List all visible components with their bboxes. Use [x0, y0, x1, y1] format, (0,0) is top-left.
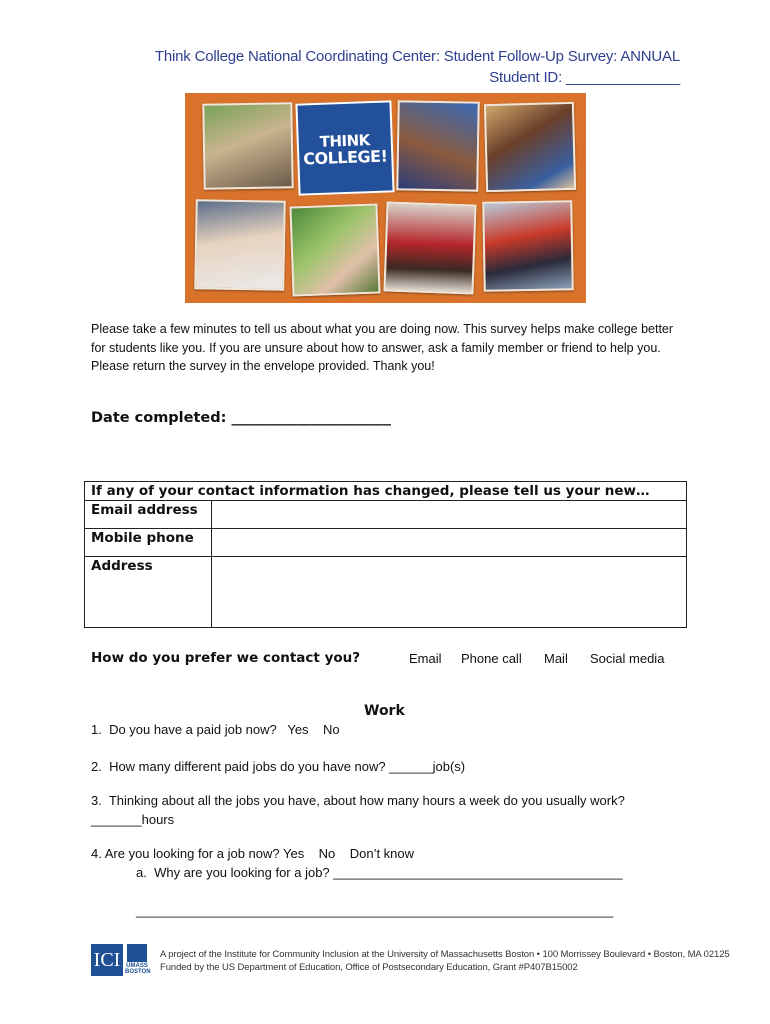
address-field[interactable] — [212, 557, 687, 628]
question-4: 4. Are you looking for a job now? Yes No Don’t know — [91, 846, 415, 861]
umass-label: UMASS BOSTON — [125, 963, 151, 975]
question-4-answer-line: __________________________________________________________________ — [136, 903, 614, 918]
photo-student-glasses — [194, 199, 286, 291]
photo-student-writing — [383, 201, 476, 294]
photo-students-walking — [202, 102, 293, 190]
ici-umass-logo — [91, 944, 151, 978]
question-3: 3. Thinking about all the jobs you have, about how many hours a week do you usually work? — [91, 793, 625, 808]
banner-collage — [185, 93, 586, 303]
footer-funding-line: Funded by the US Department of Education, Office of Postsecondary Education, Grant #P407B15002 — [160, 962, 578, 973]
option-mail[interactable]: Mail — [544, 651, 568, 666]
student-id-field: Student ID: ______________ — [489, 69, 680, 86]
footer-project-line: A project of the Institute for Community Inclusion at the University of Massachusetts Boston • 100 Morrissey Boulevard • Boston, MA 02125 — [160, 949, 730, 960]
question-4a: a. Why are you looking for a job? ________________________________________ — [136, 865, 623, 880]
contact-info-table — [84, 481, 687, 628]
address-label: Address — [85, 557, 212, 628]
question-2: 2. How many different paid jobs do you have now? ______job(s) — [91, 759, 466, 774]
ici-logo: ICI — [91, 944, 123, 976]
email-field[interactable] — [212, 501, 687, 529]
question-1: 1. Do you have a paid job now? Yes No — [91, 722, 340, 737]
logo-line2: COLLEGE! — [303, 146, 388, 169]
work-heading: Work — [364, 703, 405, 719]
think-college-logo — [295, 100, 394, 195]
option-phone-call[interactable]: Phone call — [461, 651, 522, 666]
umass-mark-icon — [127, 944, 147, 962]
contact-preference-question: How do you prefer we contact you? — [91, 650, 361, 666]
option-social-media[interactable]: Social media — [590, 651, 665, 666]
email-label: Email address — [85, 501, 212, 529]
photo-student-climbing — [482, 200, 574, 292]
intro-paragraph: Please take a few minutes to tell us about what you are doing now. This survey helps make college better for students like you. If you are unsure about how to answer, ask a family member or friend to help you. Please return the survey in the envelope provided. Thank you! — [91, 322, 674, 373]
photo-student-library — [484, 102, 576, 192]
photo-graduate — [396, 100, 480, 191]
date-completed-field: Date completed: ______________________ — [91, 410, 391, 426]
mobile-label: Mobile phone — [85, 529, 212, 557]
survey-title: Think College National Coordinating Center: Student Follow-Up Survey: ANNUAL — [154, 48, 680, 65]
photo-student-plants — [289, 203, 380, 296]
mobile-field[interactable] — [212, 529, 687, 557]
question-3-hours: _______hours — [91, 812, 175, 827]
contact-table-header: If any of your contact information has changed, please tell us your new… — [85, 482, 687, 501]
logo-line1: THINK — [319, 131, 371, 151]
option-email[interactable]: Email — [409, 651, 442, 666]
umass-boston-logo — [125, 944, 149, 976]
